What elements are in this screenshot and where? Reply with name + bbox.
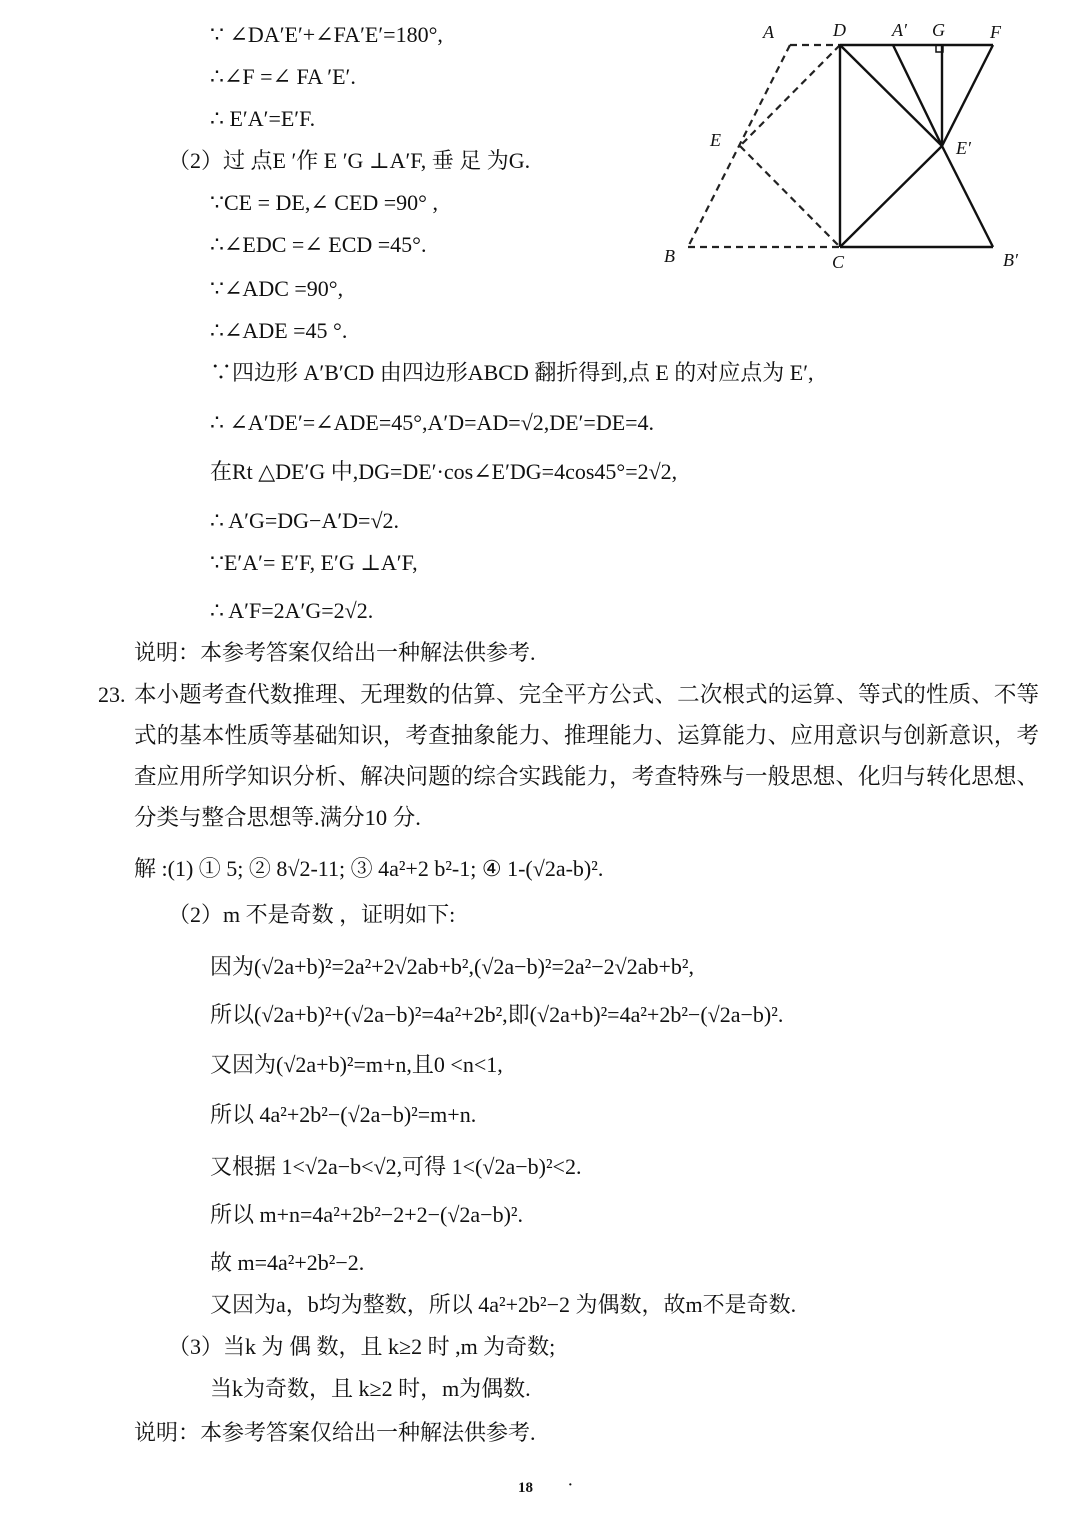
- solution-line: ∵∠ADC =90°,: [210, 276, 344, 301]
- solution-line: ∴∠ADE =45 °.: [210, 318, 348, 343]
- solution-line: ∵四边形 A′B′CD 由四边形ABCD 翻折得到,点 E 的对应点为 E′,: [210, 360, 814, 385]
- dashed-DE: [740, 45, 840, 146]
- answer-line: 所以 4a²+2b²−(√2a−b)²=m+n.: [210, 1102, 477, 1127]
- label-E-prime: E′: [956, 138, 971, 158]
- solution-line: ∴ A′F=2A′G=2√2.: [210, 598, 374, 623]
- answer-line: （3）当k 为 偶 数，且 k≥2 时 ,m 为奇数;: [168, 1334, 556, 1359]
- solution-line: ∴ A′G=DG−A′D=√2.: [210, 508, 400, 533]
- solution-line: ∴ ∠A′DE′=∠ADE=45°,A′D=AD=√2,DE′=DE=4.: [210, 410, 655, 435]
- answer-line: 故 m=4a²+2b²−2.: [210, 1250, 365, 1275]
- note: 说明：本参考答案仅给出一种解法供参考.: [134, 1420, 536, 1445]
- solution-line: ∴ E′A′=E′F.: [210, 106, 316, 131]
- label-A-prime: A′: [892, 20, 907, 40]
- label-D: D: [833, 20, 846, 40]
- answer-line: 所以(√2a+b)²+(√2a−b)²=4a²+2b²,即(√2a+b)²=4a²+2b²−(√2a−b)².: [210, 1002, 784, 1027]
- label-B: B: [664, 246, 675, 266]
- answer-line: 当k为奇数，且 k≥2 时，m为偶数.: [210, 1376, 531, 1401]
- solution-line: ∵ ∠DA′E′+∠FA′E′=180°,: [210, 22, 443, 47]
- solution-line: ∵E′A′= E′F, E′G ⊥A′F,: [210, 550, 418, 575]
- dashed-AB: [688, 45, 790, 247]
- geometry-figure: [0, 0, 1080, 300]
- solid-E1B1: [942, 146, 993, 247]
- label-F: F: [990, 22, 1001, 42]
- answer-line: 又因为a，b均为整数，所以 4a²+2b²−2 为偶数，故m不是奇数.: [210, 1292, 797, 1317]
- answer-line: 又根据 1<√2a−b<√2,可得 1<(√2a−b)²<2.: [210, 1154, 582, 1179]
- solid-DE1: [840, 45, 942, 146]
- label-B-prime: B′: [1003, 250, 1018, 270]
- answer-line: （2）m 不是奇数 ，证明如下:: [168, 902, 456, 927]
- label-E: E: [710, 130, 721, 150]
- solid-A1E1: [893, 45, 942, 146]
- answer-line: 解 :(1) ① 5; ② 8√2-11; ③ 4a²+2 b²-1; ④ 1-(√2a-b)².: [134, 856, 604, 881]
- label-G: G: [932, 20, 945, 40]
- solid-CE1: [840, 146, 942, 247]
- question-number: 23.: [98, 682, 126, 707]
- solution-line: ∵CE = DE,∠ CED =90° ,: [210, 190, 438, 215]
- solid-FE1-B1: [942, 45, 993, 146]
- label-C: C: [832, 252, 845, 272]
- answer-line: 所以 m+n=4a²+2b²−2+2−(√2a−b)².: [210, 1202, 524, 1227]
- solution-line: ∴∠F =∠ FA ′E′.: [210, 64, 356, 89]
- solution-line: （2）过 点E ′作 E ′G ⊥A′F, 垂 足 为G.: [168, 148, 531, 173]
- question-intro-text: 本小题考查代数推理、无理数的估算、完全平方公式、二次根式的运算、等式的性质、不等式的基本性质等基础知识，考查抽象能力、推理能力、运算能力、应用意识与创新意识，考查应用所学知识分析、解决问题的综合实践能力，考查特殊与一般思想、化归与转化思想、分类与整合思想等.满分10 分.: [134, 682, 1039, 830]
- solution-line: 在Rt △DE′G 中,DG=DE′·cos∠E′DG=4cos45°=2√2,: [210, 459, 678, 484]
- note: 说明：本参考答案仅给出一种解法供参考.: [134, 640, 536, 665]
- label-A: A: [763, 22, 774, 42]
- page-number: 18: [518, 1480, 533, 1496]
- answer-line: 因为(√2a+b)²=2a²+2√2ab+b²,(√2a−b)²=2a²−2√2ab+b²,: [210, 954, 695, 979]
- solution-line: ∴∠EDC =∠ ECD =45°.: [210, 232, 427, 257]
- question-intro: [134, 674, 1039, 838]
- page-dot: ·: [568, 1478, 573, 1493]
- dashed-CE: [740, 146, 840, 247]
- answer-line: 又因为(√2a+b)²=m+n,且0 <n<1,: [210, 1052, 503, 1077]
